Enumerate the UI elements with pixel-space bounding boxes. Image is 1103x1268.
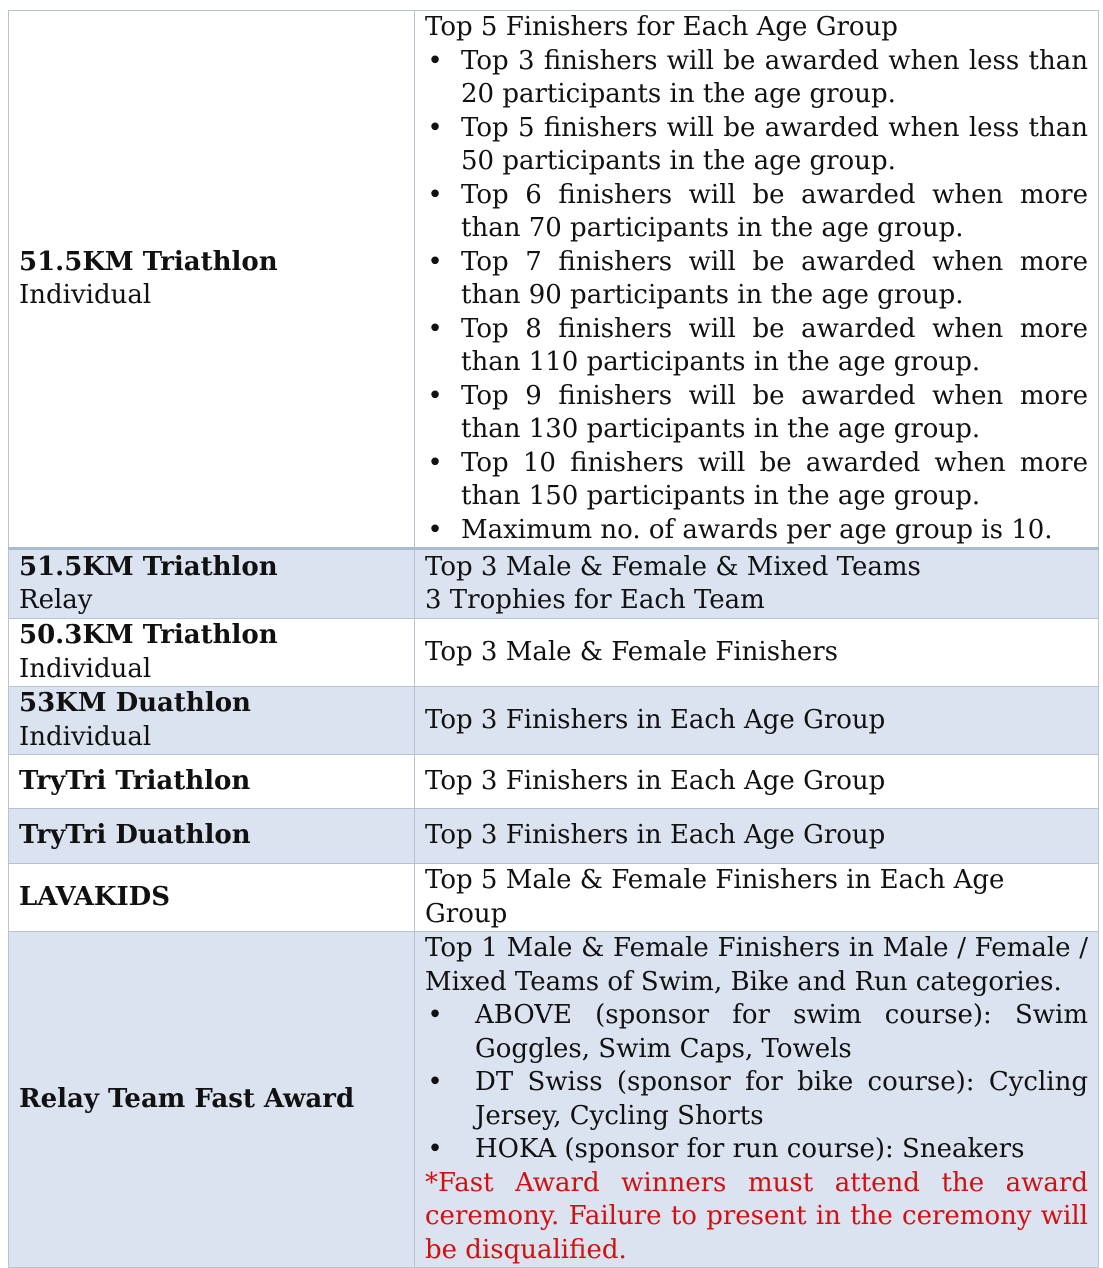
award-line: 3 Trophies for Each Team [425,585,765,615]
bullet-icon: • [427,1000,443,1030]
category-subtitle: Relay [19,585,93,615]
award-cell [415,755,1099,809]
award-line: Top 3 Finishers in Each Age Group [425,704,886,735]
category-title: 53KM Duathlon [19,688,251,718]
award-cell [415,864,1099,932]
award-heading: Top 5 Finishers for Each Age Group [425,12,898,42]
category-title: 51.5KM Triathlon [19,551,278,582]
award-cell [415,11,1099,549]
table-row [9,809,1099,864]
bullet-icon: • [427,246,443,277]
category-title: 51.5KM Triathlon [19,246,278,277]
list-item: • Top 5 finishers will be awarded when less than 50 participants in the age group. [425,112,1088,179]
award-bullet-list [425,45,1088,548]
bullet-icon: • [427,380,443,411]
category-title: LAVAKIDS [19,881,170,912]
category-cell [9,864,415,932]
bullet-icon: • [427,514,443,545]
bullet-icon: • [427,179,443,210]
award-cell [415,809,1099,864]
bullet-icon: • [427,112,443,143]
category-title: 50.3KM Triathlon [19,620,278,650]
category-cell [9,932,415,1268]
category-subtitle: Individual [19,653,152,684]
table-row [9,687,1099,755]
list-item: • DT Swiss (sponsor for bike course): Cycling Jersey, Cycling Shorts [425,1066,1088,1133]
table-row [9,619,1099,687]
award-line: Top 3 Male & Female Finishers [425,636,838,667]
table-row [9,932,1099,1268]
list-item: • Top 9 finishers will be awarded when more than 130 participants in the age group. [425,380,1088,447]
category-cell [9,549,415,619]
bullet-icon: • [427,1134,443,1164]
awards-table [8,10,1099,1268]
bullet-icon: • [427,313,443,344]
category-title: Relay Team Fast Award [19,1083,355,1114]
category-subtitle: Individual [19,721,152,752]
category-cell [9,687,415,755]
category-title: TryTri Triathlon [19,765,251,796]
award-cell [415,549,1099,619]
list-item: • HOKA (sponsor for run course): Sneakers [425,1133,1088,1167]
category-subtitle: Individual [19,280,152,310]
bullet-icon: • [427,45,443,76]
award-line: Top 3 Finishers in Each Age Group [425,820,886,851]
list-item: • ABOVE (sponsor for swim course): Swim Goggles, Swim Caps, Towels [425,999,1088,1066]
category-cell [9,755,415,809]
list-item: • Top 10 finishers will be awarded when more than 150 participants in the age group. [425,447,1088,514]
award-heading: Top 1 Male & Female Finishers in Male / Female / Mixed Teams of Swim, Bike and Run categories. [425,933,1088,997]
award-line: Top 3 Male & Female & Mixed Teams [425,551,921,582]
list-item: • Top 3 finishers will be awarded when less than 20 participants in the age group. [425,45,1088,112]
table-row [9,864,1099,932]
award-line: Top 3 Finishers in Each Age Group [425,765,886,796]
bullet-icon: • [427,1067,443,1097]
category-cell [9,809,415,864]
award-cell [415,932,1099,1268]
award-cell [415,619,1099,687]
table-row [9,549,1099,619]
category-cell [9,619,415,687]
award-cell [415,687,1099,755]
bullet-icon: • [427,447,443,478]
list-item: • Maximum no. of awards per age group is 10. [425,514,1088,548]
attendance-note: *Fast Award winners must attend the award ceremony. Failure to present in the ceremony will be disqualified. [425,1167,1088,1265]
list-item: • Top 8 finishers will be awarded when more than 110 participants in the age group. [425,313,1088,380]
list-item: • Top 6 finishers will be awarded when more than 70 participants in the age group. [425,179,1088,246]
sponsor-bullet-list [425,999,1088,1167]
award-line: Top 5 Male & Female Finishers in Each Age Group [425,865,1005,929]
table-row [9,755,1099,809]
table-row [9,11,1099,549]
category-cell [9,11,415,549]
list-item: • Top 7 finishers will be awarded when more than 90 participants in the age group. [425,246,1088,313]
category-title: TryTri Duathlon [19,820,251,851]
